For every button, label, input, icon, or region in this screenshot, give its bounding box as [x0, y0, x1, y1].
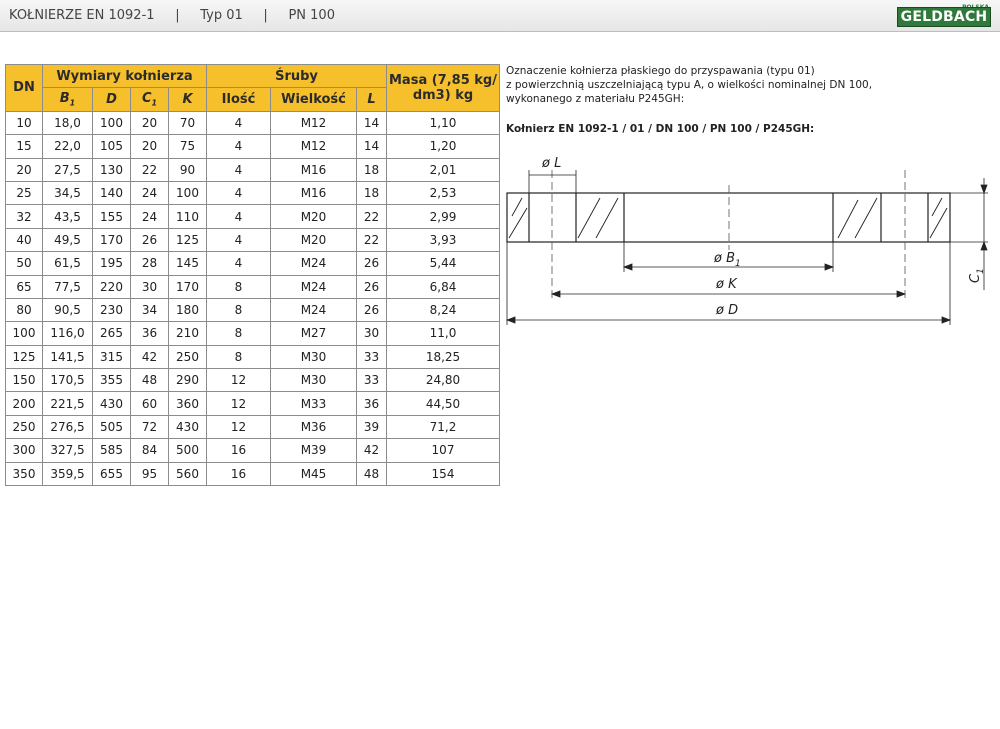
- cell-b1: 276,5: [43, 415, 93, 438]
- cell-l: 26: [357, 298, 387, 321]
- col-header-d: D: [93, 88, 131, 111]
- col-header-dn: DN: [6, 65, 43, 112]
- cell-d: 430: [93, 392, 131, 415]
- cell-bolt-qty: 4: [207, 252, 271, 275]
- cell-k: 170: [169, 275, 207, 298]
- cell-mass: 2,53: [387, 181, 500, 204]
- cell-bolt-qty: 8: [207, 275, 271, 298]
- cell-d: 655: [93, 462, 131, 485]
- cell-dn: 15: [6, 135, 43, 158]
- cell-c1: 26: [131, 228, 169, 251]
- cell-b1: 43,5: [43, 205, 93, 228]
- cell-k: 360: [169, 392, 207, 415]
- designation-example: Kołnierz EN 1092-1 / 01 / DN 100 / PN 100 / P245GH:: [506, 123, 815, 135]
- cell-b1: 327,5: [43, 439, 93, 462]
- cell-bolt-qty: 8: [207, 322, 271, 345]
- table-row: [6, 205, 500, 228]
- cell-bolt-qty: 4: [207, 181, 271, 204]
- cell-mass: 24,80: [387, 369, 500, 392]
- cell-c1: 42: [131, 345, 169, 368]
- cell-mass: 154: [387, 462, 500, 485]
- cell-b1: 77,5: [43, 275, 93, 298]
- geldbach-logo: [897, 4, 991, 28]
- designation-description: [506, 64, 926, 136]
- cell-c1: 24: [131, 181, 169, 204]
- cell-bolt-size: M30: [271, 345, 357, 368]
- cell-b1: 90,5: [43, 298, 93, 321]
- cell-dn: 300: [6, 439, 43, 462]
- cell-dn: 20: [6, 158, 43, 181]
- cell-c1: 48: [131, 369, 169, 392]
- cell-k: 70: [169, 111, 207, 134]
- cell-c1: 28: [131, 252, 169, 275]
- table-row: [6, 228, 500, 251]
- table-row: [6, 369, 500, 392]
- cell-c1: 30: [131, 275, 169, 298]
- table-row: [6, 392, 500, 415]
- label-dia-d: ø D: [716, 303, 739, 318]
- flange-cross-section-drawing: [500, 150, 1000, 330]
- col-group-bolts: Śruby: [207, 65, 387, 88]
- cell-c1: 24: [131, 205, 169, 228]
- col-header-k: K: [169, 88, 207, 111]
- cell-bolt-size: M33: [271, 392, 357, 415]
- cell-dn: 350: [6, 462, 43, 485]
- cell-d: 220: [93, 275, 131, 298]
- cell-mass: 1,20: [387, 135, 500, 158]
- table-row: [6, 252, 500, 275]
- cell-k: 290: [169, 369, 207, 392]
- cell-d: 105: [93, 135, 131, 158]
- cell-bolt-size: M16: [271, 181, 357, 204]
- description-line: z powierzchnią uszczelniającą typu A, o wielkości nominalnej DN 100,: [506, 79, 873, 91]
- col-header-mass: Masa (7,85 kg/ dm3) kg: [387, 65, 500, 112]
- cell-mass: 107: [387, 439, 500, 462]
- logo-wordmark: GELDBACH: [897, 7, 991, 27]
- cell-l: 48: [357, 462, 387, 485]
- cell-k: 250: [169, 345, 207, 368]
- cell-l: 14: [357, 135, 387, 158]
- cell-d: 585: [93, 439, 131, 462]
- cell-dn: 150: [6, 369, 43, 392]
- description-line: wykonanego z materiału P245GH:: [506, 93, 685, 105]
- cell-mass: 8,24: [387, 298, 500, 321]
- cell-bolt-size: M30: [271, 369, 357, 392]
- cell-l: 39: [357, 415, 387, 438]
- cell-b1: 359,5: [43, 462, 93, 485]
- cell-l: 14: [357, 111, 387, 134]
- cell-c1: 95: [131, 462, 169, 485]
- cell-dn: 250: [6, 415, 43, 438]
- cell-b1: 221,5: [43, 392, 93, 415]
- cell-mass: 44,50: [387, 392, 500, 415]
- cell-c1: 22: [131, 158, 169, 181]
- cell-d: 195: [93, 252, 131, 275]
- cell-dn: 80: [6, 298, 43, 321]
- cell-c1: 84: [131, 439, 169, 462]
- cell-b1: 27,5: [43, 158, 93, 181]
- cell-k: 180: [169, 298, 207, 321]
- cell-l: 33: [357, 345, 387, 368]
- cell-dn: 40: [6, 228, 43, 251]
- table-row: [6, 135, 500, 158]
- label-dia-b1: ø $B_1$: [714, 251, 741, 269]
- cell-d: 265: [93, 322, 131, 345]
- cell-mass: 6,84: [387, 275, 500, 298]
- cell-b1: 49,5: [43, 228, 93, 251]
- label-c1: $C_1$: [968, 268, 986, 283]
- cell-bolt-qty: 4: [207, 205, 271, 228]
- cell-dn: 32: [6, 205, 43, 228]
- cell-c1: 36: [131, 322, 169, 345]
- cell-dn: 200: [6, 392, 43, 415]
- cell-c1: 20: [131, 135, 169, 158]
- cell-dn: 125: [6, 345, 43, 368]
- cell-dn: 50: [6, 252, 43, 275]
- table-row: [6, 298, 500, 321]
- cell-bolt-qty: 4: [207, 228, 271, 251]
- cell-k: 75: [169, 135, 207, 158]
- cell-mass: 5,44: [387, 252, 500, 275]
- cell-l: 22: [357, 228, 387, 251]
- cell-dn: 65: [6, 275, 43, 298]
- cell-l: 18: [357, 181, 387, 204]
- flange-spec-table: [5, 64, 500, 486]
- cell-bolt-size: M39: [271, 439, 357, 462]
- cell-dn: 10: [6, 111, 43, 134]
- cell-c1: 20: [131, 111, 169, 134]
- cell-bolt-qty: 16: [207, 439, 271, 462]
- cell-l: 30: [357, 322, 387, 345]
- cell-mass: 11,0: [387, 322, 500, 345]
- col-header-qty: Ilość: [207, 88, 271, 111]
- header-bar: [0, 0, 1000, 32]
- cell-b1: 18,0: [43, 111, 93, 134]
- cell-d: 100: [93, 111, 131, 134]
- cell-d: 315: [93, 345, 131, 368]
- cell-k: 210: [169, 322, 207, 345]
- label-dia-l: ø L: [542, 156, 562, 171]
- cell-dn: 100: [6, 322, 43, 345]
- label-dia-k: ø K: [716, 277, 737, 292]
- cell-l: 22: [357, 205, 387, 228]
- cell-c1: 72: [131, 415, 169, 438]
- cell-k: 125: [169, 228, 207, 251]
- cell-bolt-qty: 16: [207, 462, 271, 485]
- cell-mass: 2,01: [387, 158, 500, 181]
- table-row: [6, 275, 500, 298]
- col-header-l: L: [357, 88, 387, 111]
- cell-l: 18: [357, 158, 387, 181]
- cell-l: 42: [357, 439, 387, 462]
- cell-d: 230: [93, 298, 131, 321]
- cell-c1: 34: [131, 298, 169, 321]
- cell-bolt-qty: 12: [207, 415, 271, 438]
- cell-d: 130: [93, 158, 131, 181]
- cell-l: 33: [357, 369, 387, 392]
- page-title: KOŁNIERZE EN 1092-1 | Typ 01 | PN 100: [9, 8, 335, 23]
- cell-dn: 25: [6, 181, 43, 204]
- col-header-c1: $C_1$: [131, 88, 169, 111]
- table-row: [6, 345, 500, 368]
- cell-bolt-qty: 8: [207, 298, 271, 321]
- table-row: [6, 181, 500, 204]
- table-row: [6, 439, 500, 462]
- col-header-b1: $B_1$: [43, 88, 93, 111]
- cell-l: 26: [357, 275, 387, 298]
- cell-k: 560: [169, 462, 207, 485]
- table-row: [6, 322, 500, 345]
- cell-bolt-size: M24: [271, 298, 357, 321]
- cell-k: 430: [169, 415, 207, 438]
- cell-b1: 141,5: [43, 345, 93, 368]
- cell-b1: 34,5: [43, 181, 93, 204]
- cell-k: 100: [169, 181, 207, 204]
- cell-bolt-size: M20: [271, 205, 357, 228]
- cell-bolt-qty: 4: [207, 158, 271, 181]
- cell-bolt-size: M12: [271, 111, 357, 134]
- table-row: [6, 415, 500, 438]
- cell-bolt-size: M24: [271, 252, 357, 275]
- col-group-flange-dims: Wymiary kołnierza: [43, 65, 207, 88]
- table-row: [6, 462, 500, 485]
- cell-b1: 116,0: [43, 322, 93, 345]
- table-row: [6, 158, 500, 181]
- cell-d: 505: [93, 415, 131, 438]
- table-row: [6, 111, 500, 134]
- cell-bolt-qty: 4: [207, 135, 271, 158]
- cell-d: 170: [93, 228, 131, 251]
- cell-b1: 22,0: [43, 135, 93, 158]
- cell-l: 36: [357, 392, 387, 415]
- cell-k: 145: [169, 252, 207, 275]
- cell-c1: 60: [131, 392, 169, 415]
- cell-bolt-size: M24: [271, 275, 357, 298]
- cell-mass: 1,10: [387, 111, 500, 134]
- cell-k: 90: [169, 158, 207, 181]
- cell-l: 26: [357, 252, 387, 275]
- cell-bolt-qty: 12: [207, 392, 271, 415]
- cell-mass: 18,25: [387, 345, 500, 368]
- cell-mass: 3,93: [387, 228, 500, 251]
- description-line: Oznaczenie kołnierza płaskiego do przyspawania (typu 01): [506, 65, 815, 77]
- cell-d: 355: [93, 369, 131, 392]
- cell-bolt-qty: 12: [207, 369, 271, 392]
- cell-mass: 71,2: [387, 415, 500, 438]
- cell-d: 140: [93, 181, 131, 204]
- cell-k: 500: [169, 439, 207, 462]
- cell-bolt-size: M16: [271, 158, 357, 181]
- cell-bolt-qty: 4: [207, 111, 271, 134]
- cell-bolt-size: M27: [271, 322, 357, 345]
- cell-d: 155: [93, 205, 131, 228]
- cell-bolt-size: M36: [271, 415, 357, 438]
- cell-bolt-size: M20: [271, 228, 357, 251]
- cell-mass: 2,99: [387, 205, 500, 228]
- flange-outline: [507, 193, 950, 242]
- cell-bolt-size: M45: [271, 462, 357, 485]
- cell-b1: 61,5: [43, 252, 93, 275]
- cell-bolt-size: M12: [271, 135, 357, 158]
- cell-b1: 170,5: [43, 369, 93, 392]
- col-header-size: Wielkość: [271, 88, 357, 111]
- cell-k: 110: [169, 205, 207, 228]
- cell-bolt-qty: 8: [207, 345, 271, 368]
